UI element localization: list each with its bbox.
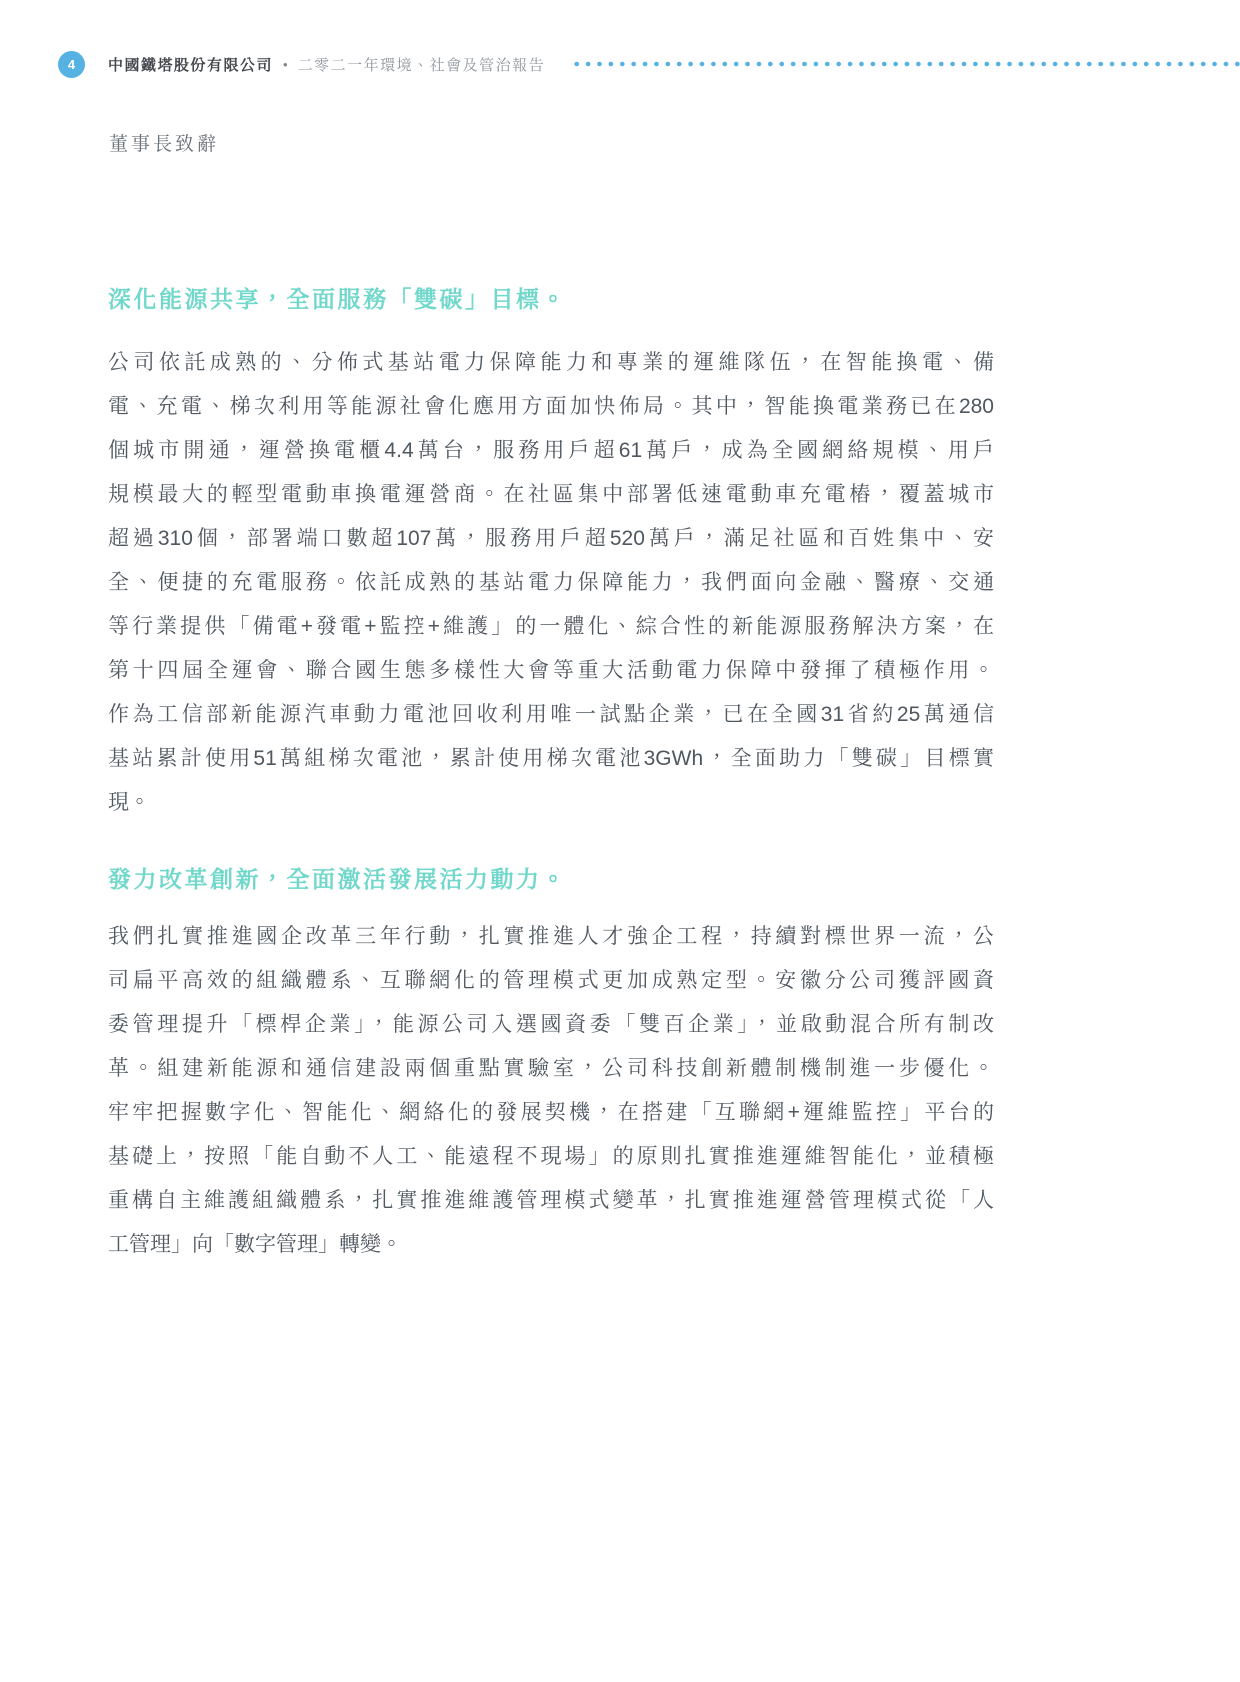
paragraph-line: 第十四屆全運會、聯合國生態多樣性大會等重大活動電力保障中發揮了積極作用。: [108, 659, 994, 682]
dotted-divider: [571, 61, 1240, 67]
page-number-badge: 4: [58, 51, 85, 78]
paragraph-line: 革。組建新能源和通信建設兩個重點實驗室，公司科技創新體制機制進一步優化。: [108, 1057, 994, 1080]
paragraph-line: 電、充電、梯次利用等能源社會化應用方面加快佈局。其中，智能換電業務已在280: [108, 395, 994, 418]
paragraph-line: 工管理」向「數字管理」轉變。: [108, 1233, 402, 1256]
header-separator-dot: •: [283, 56, 288, 72]
section-heading: 發力改革創新，全面激活發展活力動力。: [108, 866, 567, 892]
page-header: [58, 50, 1240, 78]
section-energy-sharing: [108, 283, 994, 825]
paragraph-line: 全、便捷的充電服務。依託成熟的基站電力保障能力，我們面向金融、醫療、交通: [108, 571, 994, 594]
paragraph-line: 現。: [108, 791, 150, 814]
paragraph-line: 個城市開通，運營換電櫃4.4萬台，服務用戶超61萬戶，成為全國網絡規模、用戶: [108, 439, 994, 462]
section-paragraph: [108, 341, 994, 825]
paragraph-line: 公司依託成熟的、分佈式基站電力保障能力和專業的運維隊伍，在智能換電、備: [108, 351, 994, 374]
paragraph-line: 等行業提供「備電+發電+監控+維護」的一體化、綜合性的新能源服務解決方案，在: [108, 615, 994, 638]
paragraph-line: 重構自主維護組織體系，扎實推進維護管理模式變革，扎實推進運營管理模式從「人: [108, 1189, 994, 1212]
paragraph-line: 規模最大的輕型電動車換電運營商。在社區集中部署低速電動車充電樁，覆蓋城市: [108, 483, 994, 506]
paragraph-line: 我們扎實推進國企改革三年行動，扎實推進人才強企工程，持續對標世界一流，公: [108, 925, 994, 948]
content-area: [108, 283, 994, 1267]
section-paragraph: [108, 915, 994, 1267]
section-heading: 深化能源共享，全面服務「雙碳」目標。: [108, 286, 567, 312]
paragraph-line: 司扁平高效的組織體系、互聯網化的管理模式更加成熟定型。安徽分公司獲評國資: [108, 969, 994, 992]
paragraph-line: 基站累計使用51萬組梯次電池，累計使用梯次電池3GWh，全面助力「雙碳」目標實: [108, 747, 994, 770]
chapter-title: 董事長致辭: [109, 134, 220, 155]
paragraph-line: 超過310個，部署端口數超107萬，服務用戶超520萬戶，滿足社區和百姓集中、安: [108, 527, 994, 550]
paragraph-line: 作為工信部新能源汽車動力電池回收利用唯一試點企業，已在全國31省約25萬通信: [108, 703, 994, 726]
company-name: 中國鐵塔股份有限公司: [108, 56, 274, 74]
section-reform-innovation: [108, 863, 994, 1267]
paragraph-line: 牢牢把握數字化、智能化、網絡化的發展契機，在搭建「互聯網+運維監控」平台的: [108, 1101, 994, 1124]
paragraph-line: 基礎上，按照「能自動不人工、能遠程不現場」的原則扎實推進運維智能化，並積極: [108, 1145, 994, 1168]
paragraph-line: 委管理提升「標桿企業」，能源公司入選國資委「雙百企業」，並啟動混合所有制改: [108, 1013, 994, 1036]
report-title: 二零二一年環境、社會及管治報告: [297, 56, 546, 74]
